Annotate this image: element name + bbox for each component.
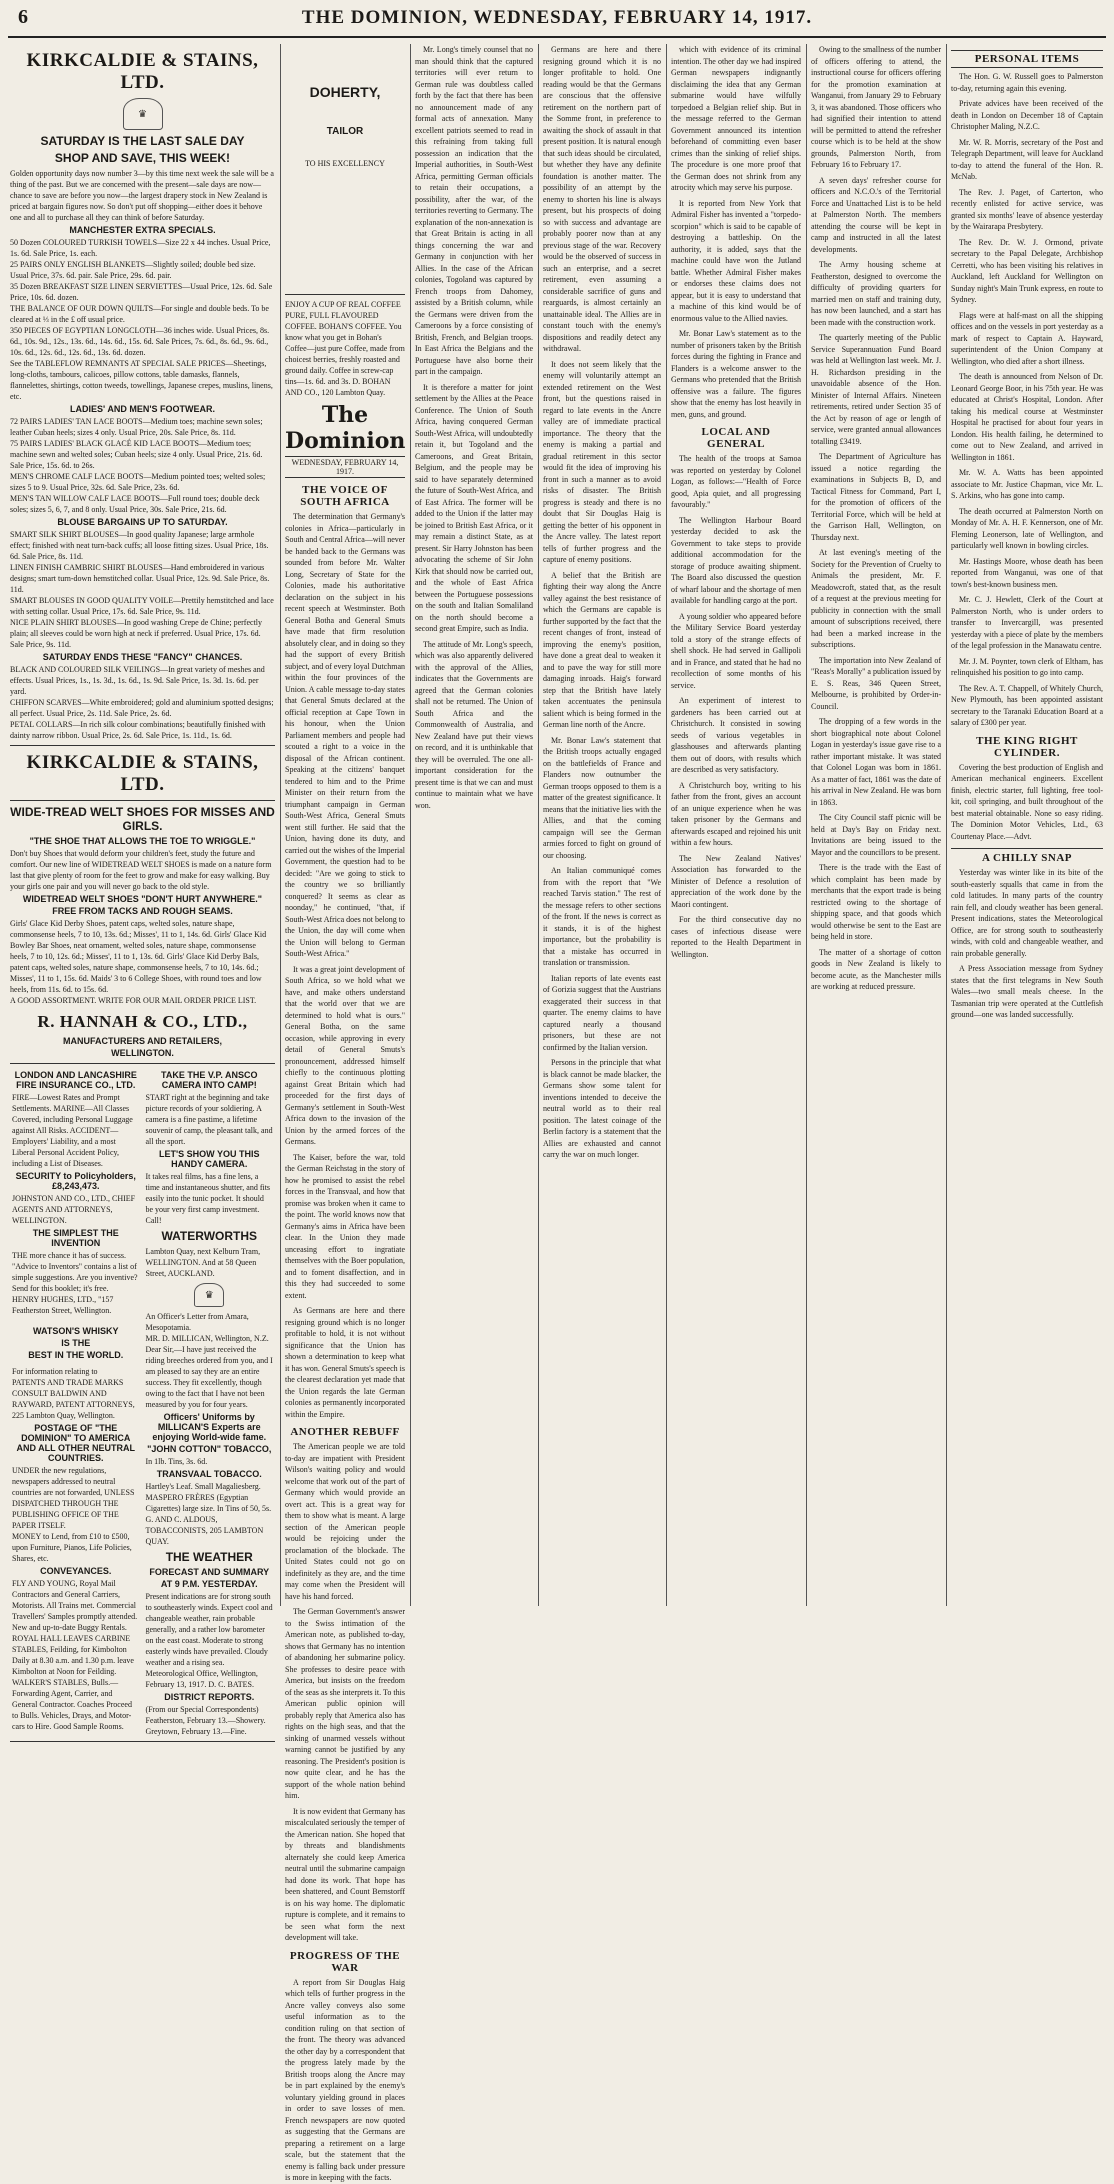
column-editorial (285, 44, 406, 2182)
progress-title: PROGRESS OF THE WAR (289, 1949, 401, 1974)
weather-body: Present indications are for strong south to southeasterly winds. Expect cool and changeable weather, rain probable generally, and a rather low barometer on the east coast. Moderate to strong easterly winds have prevailed. Cloudy weather and a rising sea. (145, 1592, 273, 1667)
district-head: DISTRICT REPORTS. (164, 1692, 255, 1702)
millican-body: Dear Sir,—I have just received the riding breeches ordered from you, and I am pleased to say they are an entire success. They fit excellently, though owing to the fact that I have not been measured by you for four years. (145, 1345, 273, 1409)
article-paragraph: A Christchurch boy, writing to his father from the front, gives an account of an unique experience when he was taken prisoner by the Germans and afterwards escaped and rejoined his unit within a few hours. (671, 780, 801, 847)
article-paragraph: It does not seem likely that the enemy will voluntarily attempt an extended retirement on the West front, but the questions raised in regard to late events in the Ancre valley are of immediate practical importance. The theory that the enemy is making a partial and gradual retirement in this sector would fit the idea of improving his front in such a manner as to avoid risks of disaster. The British progress is steady and there is no doubt that Sir Douglas Haig is getting the better of his opponent in the Ancre valley. The latest report tells of further progress and the capture of enemy positions. (543, 359, 661, 564)
chilly-snap-paragraph: Yesterday was winter like in its bite of the south-easterly squalls that came in from the cold latitudes. In many parts of the country rain fell, and cloudy weather has been general. Present indications, states the Meteorological Office, are for strong south to southeasterly winds, with cold and changeable weather, and rain probable generally. (951, 868, 1103, 958)
column-rule (666, 44, 667, 1606)
kirkcaldie-intro: Golden opportunity days now number 3—by this time next week the sale will be a thing of the past. But we are concerned with the present—sale days are now—chance to save are before you now—the largest drapery stock in New Zealand is priced at bargain figures now. So don't put off shopping—either does it behove one and all to purchase all they can think of before Saturday. (10, 169, 274, 222)
kirkcaldie-item: NICE PLAIN SHIRT BLOUSES—In good washing Crepe de Chine; perfectly plain; all sleeves could be worn high at neck if preferred. Usual Price, 17s. 6d. Sale Price, 9s. 11d. (10, 618, 263, 649)
column-rule (946, 44, 947, 1606)
article-paragraph: The attitude of Mr. Long's speech, which was also apparently delivered with the approval of the Allies, indicates that the Governments are agreed that the German colonies shall not be returned. The Union of South Africa and the Commonwealth of Australia, and New Zealand have put their views on record, and it is unthinkable that they will be overruled. The one all-important consideration for the present time is that we can and must continue to maintain what we have won. (415, 639, 533, 810)
article-paragraph: The matter of a shortage of cotton goods in New Zealand is likely to become acute, as the Manchester mills are working at reduced pressure. (811, 947, 941, 991)
shoe-prices: Girls' Glace Kid Derby Shoes, patent caps, welted soles, nature shape, commonsense heels, 7 to 10, 13s. 6d.; Misses', 11 to 1, 14s. 6d. Girls' Glace Kid Bowley Bar Shoes, neat ornament, welted soles, nature shape, commonsense heels, 7 to 10, 12s. 6d.; Misses', 11 to 1, 13s. 6d. Girls' Glace Kid Derby Bals, patent caps, welted soles, nature shape, commonsense heels, 7 to 10, 14s. 6d.; Misses', 11 to 1, 15s. 6d. Maids' 3 to 6 College Shoes, with round toes and low heels, from 11s. 6d. to 15s. 6d. (10, 919, 267, 994)
article-paragraph: Italian reports of late events east of Gorizia suggest that the Austrians exaggerated their success in that quarter. The enemy claims to have captured nearly a thousand prisoners, but these are not confirmed by the Italian version. (543, 973, 661, 1052)
personal-paragraph: Flags were at half-mast on all the shipping offices and on the vessels in port yesterday as a mark of respect to Captain A. Hayward, superintendent of the Union Company at Wellington, who died after a short illness. (951, 310, 1103, 366)
article-paragraph: The Department of Agriculture has issued a notice regarding the examinations in Subjects B, D, and Tactical Fitness for Command, Part I, for the promotion of officers of the Territorial Force, which will be held at the Garrison Hall, Wellington, on Thursday next. (811, 452, 941, 542)
whisky-line-1: WATSON'S WHISKY (33, 1326, 119, 1336)
waterworths-name: WATERWORTHS (161, 1229, 258, 1243)
article-paragraph: An Italian communiqué comes from with the report that "We reached Tarvis station." The rest of the message refers to other sections of the front. If the news is correct as it stands, it is of the highest importance, but the probability is that a mistake has occurred in translation or transmission. (543, 866, 661, 967)
article-paragraph: The Wellington Harbour Board yesterday decided to ask the Government to take steps to provide additional accommodation for the storage of produce awaiting shipment. The Board also discussed the question of wharf labour and the shortage of men available for handling cargo at the port. (671, 515, 801, 605)
simple-invention-body: THE more chance it has of success. "Advice to Inventors" contains a list of simple suggestions. Are you inventive? Send for this booklet; it's free. (12, 1251, 138, 1293)
article-paragraph: Mr. Bonar Law's statement that the British troops actually engaged on the battlefields of France and Flanders now outnumber the German troops opposed to them is a matter of the greatest significance. It means that the initiative lies with the Allies, and that the coming campaign will see the German armies forced to fight on ground of our choosing. (543, 735, 661, 860)
page-number: 6 (18, 6, 28, 28)
tailor-ad (285, 84, 405, 295)
chilly-snap-title: A CHILLY SNAP (951, 848, 1103, 864)
personal-items-title: PERSONAL ITEMS (951, 50, 1103, 68)
flag-title: The Dominion (285, 402, 406, 454)
article-paragraph: At last evening's meeting of the Society for the Prevention of Cruelty to Animals the president, Mr. F. Meadowcroft, stated that, as the result of a request at the previous meeting for publicity in connection with the small amount of subscriptions received, there had been a marked increase in the subscriptions. (811, 548, 941, 649)
column-3 (415, 44, 533, 1606)
rebuff-paragraph: It is now evident that Germany has miscalculated seriously the temper of the American nation. She hoped that by threats and blandishments alternately she could keep America neutral until the submarine campaign had done its work. That hope has been shattered, and Count Bernstorff is on his way home. The diplomatic rupture is complete, and it remains to be seen what form the next development will take. (285, 1806, 405, 1942)
tailor-patron: TO HIS EXCELLENCY (305, 159, 385, 168)
column-4 (543, 44, 661, 1606)
kirkcaldie-item: 72 PAIRS LADIES' TAN LACE BOOTS—Medium toes; machine sewn soles; leather Cuban heels; sizes 4 only. Usual Price, 20s. Sale Price, 8s. 11d. (10, 417, 263, 437)
column-5 (671, 44, 801, 1606)
postage-head: POSTAGE OF "THE DOMINION" TO AMERICA AND ALL OTHER NEUTRAL COUNTRIES. (16, 1423, 135, 1463)
transvaal-sub: Hartley's Leaf. Small Magaliesberg. (145, 1482, 261, 1491)
editorial-paragraph: As Germans are here and there resigning ground which is no longer profitable to hold, it is not without significance that the Union has shown a determination to keep what it has won. General Smuts's speech is the clearest declaration yet made that the Union regards the late German colonies as permanently incorporated within the Empire. (285, 1306, 405, 1419)
column-rule (538, 44, 539, 1606)
editorial-title: THE VOICE OF SOUTH AFRICA (300, 484, 390, 508)
editorial-paragraph: The determination that Germany's colonies in Africa—particularly in South and Central Africa—will never be handed back to the Germans was sounded from before Mr. Walter Long, Secretary of State for the Colonies, made his authoritative declaration on the subject in his recent speech at Westminster. Both General Botha and General Smuts have made that firm resolution absolutely clear, and in doing so they had the support of every British subject, and of every loyal Dutchman within the four provinces of the Union. A cable message to-day states that General Smuts declared at the official reception at Cape Town in his honour, when the Union Parliament members and people had scouted a right to a voice in the disposal of the African continent. Speaking at the citizens' banquet tendered to him and to the Prime Minister on their return from the triumphant campaign in German South-West Africa, General Smuts went still further. He said that the Union, having done its duty, and carried out the wishes of the Imperial Government, the question had to be decided: "Are we going to stick to the country we so brilliantly conquered? It seems as clear as noonday," he continued, "that, if South-West Africa does not belong to the Union, the day will come when the Union will belong to German South-West Africa." (285, 512, 406, 958)
royal-hall-ad: ROYAL HALL LEAVES CARBINE STABLES, Feilding, for Kimbolton Daily at 8.30 a.m. and 1.30 p.m. leave Kimbolton at Noon for Feilding. (12, 1634, 134, 1676)
local-general-title: LOCAL AND GENERAL (701, 426, 771, 450)
money-ad: MONEY to Lend, from £10 to £500, upon Furniture, Pianos, Life Policies, Shares, etc. (12, 1532, 132, 1563)
royal-crest-icon: ♛ (123, 98, 163, 130)
divider (10, 745, 275, 746)
editorial-paragraph: It was a great joint development of South Africa, so we hold what we have, and make others understand that the world over that we are determined to hold what is ours." General Botha, on the same occasion, while approving in every detail of General Smuts's pronouncement, addressed himself chiefly to the continuous plotting against Great Britain which had proceeded for the first days of Germany's settlement in South-West Africa down to the invasion of the Union by the armed forces of the Germans. (285, 964, 405, 1146)
transvaal-head: TRANSVAAL TOBACCO. (156, 1469, 262, 1479)
conveyances-head: CONVEYANCES. (40, 1566, 112, 1576)
kirkcaldie-item: 75 PAIRS LADIES' BLACK GLACÉ KID LACE BOOTS—Medium toes; machine sewn and welted soles; Cuban heels; size 4 only. Usual Price, 21s. 6d. Sale Price, 15s. 6d. to 26s. (10, 439, 263, 470)
kirkcaldie-item: See the TABLEFLOW REMNANTS AT SPECIAL SALE PRICES—Sheetings, long-cloths, tambours, calicoes, pillow cottons, table damasks, flannels, flannelettes, shirtings, cotton tweeds, towellings, Japanese crepes, muslins, linens, etc. (10, 359, 273, 401)
page-header (8, 6, 1106, 38)
classified-block (10, 1063, 275, 1742)
kirkcaldie-item: MEN'S TAN WILLOW CALF LACE BOOTS—Full round toes; double deck soles; sizes 5, 6, 7, and 8 only. Usual Price, 30s. Sale Price, 21s. 6d. (10, 494, 260, 514)
kirkcaldie-item: LINEN FINISH CAMBRIC SHIRT BLOUSES—Hand embroidered in various designs; smart turn-down hemstitched collar. Usual Price, 12s. 9d. Sale Price, 8s. 11d. (10, 563, 270, 594)
simple-invention-head: THE SIMPLEST THE INVENTION (32, 1228, 119, 1248)
kirkcaldie-section-blouse: BLOUSE BARGAINS UP TO SATURDAY. (57, 517, 228, 527)
article-paragraph: The quarterly meeting of the Public Service Superannuation Fund Board was held at Wellington last week. Mr. J. H. Richardson presiding in the unavoidable absence of the Hon. Minister of Internal Affairs. Nineteen retirements, retired under Section 35 of the Act by reason of age or length of service, were granted annual allowances totalling £3419. (811, 333, 941, 446)
whisky-line-2: IS THE (61, 1338, 91, 1348)
millican-address: MR. D. MILLICAN, Wellington, N.Z. (145, 1334, 269, 1343)
newspaper-masthead: THE DOMINION, WEDNESDAY, FEBRUARY 14, 1917. (301, 7, 813, 28)
weather-subtitle: FORECAST AND SUMMARY (149, 1567, 270, 1577)
article-paragraph: Germans are here and there resigning ground which it is no longer profitable to hold. One reading would be that the Germans are conscious that the offensive retirement on the northern part of the Somme front, in preference to awaiting the shock of assault in that present position. It is natural enough that such ideas should be circulated, but whether they have any definite foundation is another matter. The possibility of an attempt by the enemy to shorten his line is always present, but his prospects of doing so with success and advantage are probably poorer now than at any previous stage of the war. Recovery would be the observed of success in such an enterprise, and a secret retirement, even assuming a considerable sacrifice of guns and rearguards, is almost certainly an unattainable ideal. The Allies are in constant touch with the enemy's dispositions and readily detect any withdrawal. (543, 45, 661, 353)
camera-body-2: It takes real films, has a fine lens, a time and instantaneous shutter, and fits easily into the tunic pocket. It should be your very first camp investment. Call! (145, 1172, 271, 1225)
kirkcaldie-headline-2: SHOP AND SAVE, THIS WEEK! (54, 151, 231, 165)
column-7 (951, 44, 1103, 1606)
personal-paragraph: The Rev. A. T. Chappell, of Whitely Church, New Plymouth, has been appointed assistant secretary to the Taranaki Education Board at a salary of £300 per year. (951, 683, 1103, 727)
personal-paragraph: Private advices have been received of the death in London on December 18 of Captain Christopher Maling, N.Z.C. (951, 99, 1103, 131)
editorial-paragraph: The Kaiser, before the war, told the German Reichstag in the story of how he promised to assist the rebel forces in the Transvaal, and how that promise was broken when it came to the point. The world knows now that Germany's aims in Africa have been clear. In the Union they made unceasing effort to ingratiate themselves with the Boer population, and to foment disaffection, and in this they had succeeded to some extent. (285, 1152, 405, 1300)
article-paragraph: The dropping of a few words in the short biographical note about Colonel Logan in yesterday's issue gave rise to a rather important mistake. It was stated that Colonel Logan was born in 1861. As a matter of fact, 1861 was the date of his arrival in New Zealand. He was born in 1863. (811, 717, 941, 807)
weather-office: Meteorological Office, Wellington, February 13, 1917. D. C. BATES. (145, 1669, 258, 1689)
newspaper-flag (285, 402, 405, 478)
tailor-subtitle: TAILOR (326, 126, 364, 137)
walkers-ad: WALKER'S STABLES, Bulls.—Forwarding Agent, Carrier, and General Contractor. Coaches Proceed to Bulls. Vehicles, Drays, and Motor-cars to Hire. Good Sample Rooms. (12, 1678, 132, 1731)
aldous-ad: G. AND C. ALDOUS, TOBACCONISTS, 205 LAMBTON QUAY. (145, 1515, 264, 1546)
article-paragraph: The health of the troops at Samoa was reported on yesterday by Colonel Logan, as follows:—"Health of Force good, Apia quiet, and all progressing favourably." (671, 454, 801, 509)
kirkcaldie-item: 50 Dozen COLOURED TURKISH TOWELS—Size 22 x 44 inches. Usual Price, 1s. 6d. Sale Price, 1s. each. (10, 238, 271, 258)
kirkcaldie-section-manchester: MANCHESTER EXTRA SPECIALS. (69, 225, 216, 235)
district-body: (From our Special Correspondents) Featherston, February 13.—Showery. Greytown, February 13.—Fine. (145, 1705, 266, 1736)
maspero-ad: MASPERO FRÈRES (Egyptian Cigarettes) large size. In Tins of 50, 5s. (145, 1493, 272, 1513)
kirkcaldie-item: SMART BLOUSES IN GOOD QUALITY VOILE—Prettily hemstitched and lace with setting collar. Usual Price, 17s. 6d. Sale Price, 9s. 11d. (10, 596, 274, 616)
personal-paragraph: Mr. W. R. Morris, secretary of the Post and Telegraph Department, will leave for Auckland to-day to attend the funeral of the Hon. R. McNab. (951, 137, 1103, 181)
shoe-line-2: FREE FROM TACKS AND ROUGH SEAMS. (52, 906, 233, 916)
article-paragraph: A young soldier who appeared before the Military Service Board yesterday told a story of the strange effects of shell shock. He had served in Gallipoli and in France, and stated that he had no recollection of some months of his service. (671, 611, 801, 690)
tobacco-sub: In 1lb. Tins, 3s. 6d. (145, 1457, 208, 1466)
kirkcaldie-title-2: KIRKCALDIE & STAINS, LTD. (26, 752, 259, 795)
simple-invention-agent: HENRY HUGHES, LTD., "157 Featherston Street, Wellington. (12, 1295, 114, 1315)
article-paragraph: The importation into New Zealand of "Reas's Morally" a publication issued by E. S. Reas, 346 Queen Street, Melbourne, is prohibited by Order-in-Council. (811, 655, 941, 711)
classified-left (12, 1068, 140, 1737)
article-paragraph: Mr. Long's timely counsel that no man should think that the captured territories will ever return to German rule was doubtless called forth by the fact that there has been no announcement made of any formal acts of annexation. Many excellent patriots seemed to read in this refraining from taking full possession an indication that the Imperial authorities, in South-West Africa, permitting German officials to retain their occupations, a possibility, after the war, of the territories reverting to Germany. The explanation of the non-annexation is that Great Britain is acting in all things concerning the war and Germany in conjunction with her Allies. In the case of the African colonies, Togoland was captured by French troops from Dahomey, assisted by a British column, while the Germans were driven from the Cameroons by a force consisting of British, French, and Belgian troops. In East Africa the Belgians and the Portuguese have also borne their part in the campaign. (415, 45, 533, 376)
article-paragraph: The New Zealand Natives' Association has forwarded to the Minister of Defence a resolution of appreciation of the work done by the Maori contingent. (671, 853, 801, 909)
kirkcaldie-item: MEN'S CHROME CALF LACE BOOTS—Medium pointed toes; welted soles; sizes 5 to 9. Usual Price, 32s. 6d. Sale Price, 23s. 6d. (10, 472, 266, 492)
column-rule (280, 44, 281, 1606)
ring-cylinder-body: Covering the best production of English and American mechanical engineers. Excellent finish, electric starter, full lighting, free tool-kit, coil springing, and built throughout of the best material obtainable. None so easy riding. The Dominion Motor Vehicles, Ltd., 63 Courtenay Place.—Advt. (951, 762, 1103, 841)
shoe-headline: WIDE-TREAD WELT SHOES FOR MISSES AND GIRLS. (10, 805, 275, 833)
article-paragraph: Mr. Bonar Law's statement as to the number of prisoners taken by the British forces during the fighting in France and Flanders is a welcome answer to the Germans who pretended that the British offensive was a failure. The figures show that the enemy has lost heavily in men, guns, and ground. (671, 329, 801, 419)
shoe-order: A GOOD ASSORTMENT. WRITE FOR OUR MAIL ORDER PRICE LIST. (10, 996, 257, 1005)
kirkcaldie-title: KIRKCALDIE & STAINS, LTD. (26, 50, 259, 93)
column-rule (806, 44, 807, 1606)
london-security: SECURITY to Policyholders, £8,243,473. (15, 1171, 136, 1191)
shoe-line: WIDETREAD WELT SHOES "DON'T HURT ANYWHERE." (22, 894, 263, 904)
hannah-name: R. HANNAH & CO., LTD., (37, 1012, 248, 1031)
kirkcaldie-item: CHIFFON SCARVES—White embroidered; gold and aluminium spotted designs; all perfect. Usual Price, 2s. 11d. Sale Price, 2s. 6d. (10, 698, 274, 718)
weather-title: THE WEATHER (165, 1550, 253, 1564)
classified-right (146, 1068, 274, 1737)
kirkcaldie-item: BLACK AND COLOURED SILK VEILINGS—In great variety of meshes and effects. Usual Prices, 1s., 1s. 3d., 1s. 6d., 1s. 9d. Sale Price, 1s. 3d. 1s. 6d. per yard. (10, 665, 265, 696)
kirkcaldie-item: PETAL COLLARS—In rich silk colour combinations; beautifully finished with dainty narrow ribbon. Usual Price, 2s. 6d. Sale Price, 1s. 11d., 1s. 6d. (10, 720, 266, 740)
millican-uniforms: Officers' Uniforms by MILLICAN'S Experts are enjoying World-wide fame. (152, 1412, 267, 1442)
whisky-line-3: BEST IN THE WORLD. (28, 1350, 124, 1360)
progress-paragraph: A report from Sir Douglas Haig which tells of further progress in the Ancre valley conveys also some useful information as to the condition ruling on that section of the front. The theory was advanced the other day by a correspondent that the progress lately made by the British troops along the Ancre may be in part explained by the enemy's voluntary yielding ground in places in order to save losses of men. French newspapers are now quoted as suggesting that the Germans are preparing a retirement on a large scale, but the statement that the enemy is falling back under pressure is more in keeping with the facts. (285, 1977, 405, 2182)
personal-paragraph: The Rev. Dr. W. J. Ormond, private secretary to the Papal Delegate, Archbishop Cerretti, who has been visiting his relatives in Auckland, left Auckland for Wellington on Sunday night's Main Trunk express, en route to Sydney. (951, 237, 1103, 304)
divider (10, 800, 275, 801)
kirkcaldie-headline-1: SATURDAY IS THE LAST SALE DAY (40, 134, 245, 148)
london-insurance-head: LONDON AND LANCASHIRE FIRE INSURANCE CO., LTD. (14, 1070, 137, 1090)
waterworths-address: Lambton Quay, next Kelburn Tram, WELLINGTON. And at 58 Queen Street, AUCKLAND. (145, 1247, 261, 1278)
kirkcaldie-item: 350 PIECES OF EGYPTIAN LONGCLOTH—36 inches wide. Usual Prices, 8s. 6d., 10s. 9d., 12s., 13s. 6d., 14s. 6d., 15s. 6d. Sale Prices, 7s. 6d., 8s. 6d., 9s. 6d., 10s. 6d., 12s. 6d., 12s. 6d., 13s. 6d. dozen. (10, 326, 270, 357)
kirkcaldie-item: 35 Dozen BREAKFAST SIZE LINEN SERVIETTES—Usual Price, 12s. 6d. Sale Price, 10s. 6d. dozen. (10, 282, 273, 302)
crest-icon: ♛ (194, 1283, 224, 1307)
article-paragraph: The Army housing scheme at Featherston, designed to overcome the difficulty of providing quarters for married men on staff and training duty, has now been launched, and a start has been made with the construction work. (811, 260, 941, 327)
hannah-city: WELLINGTON. (111, 1048, 174, 1058)
article-paragraph: It is therefore a matter for joint settlement by the Allies at the Peace Conference. The Union of South Africa, having conquered German South-West Africa, will undoubtedly retain it, but Togoland and the Cameroons, and Great Britain, Belgium, and the people may be said to have separately determined the future of South-West Africa, and of East Africa. The former will be added to the Union if the latter may be joined to British East Africa, or it may remain a distinct State, as at present. Sir Harry Johnston has been advocating the scheme of Sir John Kirk that should now be carried out, and the whole of East Africa between the Portuguese possessions on the south and Italian Somaliland on the north should become a second great Empire, such as India. (415, 382, 533, 633)
article-paragraph: which with evidence of its criminal intention. The other day we had inspired German newspapers indignantly disclaiming the idea that any German submarine would have wilfully torpedoed a Belgian relief ship. But in the message referred to the German Government announced its intention beforehand of committing even baser crimes than the sinking of relief ships. The procedure is one more proof that the German does not shrink from any atrocity which may serve his purpose. (671, 45, 801, 192)
article-paragraph: The City Council staff picnic will be held at Day's Bay on Friday next. Invitations are being issued to the Mayor and the councillors to be present. (811, 813, 941, 857)
article-paragraph: It is reported from New York that Admiral Fisher has invented a "torpedo-scorpion" which is said to be capable of destroying a battleship. On the authority, it is added, says that the machine could have won the Jutland battle. Whether Admiral Fisher makes or endorses these claims does not appear, but it is easy to understand that a machine of this kind would be of enormous value to the Allied navies. (671, 198, 801, 323)
kirkcaldie-section-fancy: SATURDAY ENDS THESE "FANCY" CHANCES. (42, 652, 243, 662)
kirkcaldie-section-footwear: LADIES' AND MEN'S FOOTWEAR. (70, 404, 215, 414)
article-paragraph: An experiment of interest to gardeners has been carried out at Christchurch. It consisted in sowing seeds of various vegetables in glasshouses and afterwards planting them out of doors, with results which are described as very satisfactory. (671, 696, 801, 774)
london-agents: JOHNSTON AND CO., LTD., CHIEF AGENTS AND ATTORNEYS, WELLINGTON. (12, 1194, 136, 1225)
column-rule (410, 44, 411, 1606)
column-6 (811, 44, 941, 1606)
officer-letter: An Officer's Letter from Amara, Mesopotamia. (145, 1312, 249, 1332)
postage-body: UNDER the new regulations, newspapers addressed to neutral countries are not forwarded, UNLESS DISPATCHED THROUGH THE PUBLISHING OFFICE OF THE PAPER ITSELF. (12, 1466, 135, 1530)
column-advertisements (10, 44, 275, 1736)
tailor-name: DOHERTY, (309, 84, 381, 100)
rebuff-title: ANOTHER REBUFF (290, 1426, 400, 1438)
tobacco-head: "JOHN COTTON" TOBACCO, (147, 1444, 272, 1454)
article-paragraph: Persons in the principle that what is black cannot be made blacker, the Germans show some talent for inventions intended to deceive the neutral world as to their real position. The latest coinage of the Berlin factory is a statement that the Allies are exhausted and cannot carry the war on much longer. (543, 1058, 661, 1159)
article-paragraph: There is the trade with the East of which complaint has been made by merchants that the export trade is being restricted owing to the shortage of shipping space, and that goods which would otherwise be sent to the East are being held in store. (811, 863, 941, 941)
kirkcaldie-item: SMART SILK SHIRT BLOUSES—In good quality Japanese; large armhole effect; finished with neat turn-back cuffs; all loose fitting sizes. Usual Price, 18s. 6d. Sale Price, 8s. 11d. (10, 530, 269, 561)
shoe-slogan: "THE SHOE THAT ALLOWS THE TOE TO WRIGGLE." (29, 836, 256, 846)
rebuff-paragraph: The American people we are told to-day are impatient with President Wilson's waiting policy and would welcome that work out of the part of Germany which would provide an overt act. This is a great way for them to show what is meant. A large section of the American people would be rejoicing under the proclamation of the blockade. The United States could not go on indefinitely as they are, and the time may come when the President will have his hand forced. (285, 1442, 405, 1601)
kirkcaldie-item: 25 PAIRS ONLY ENGLISH BLANKETS—Slightly soiled; double bed size. Usual Price, 37s. 6d. pair. Sale Price, 29s. 6d. pair. (10, 260, 256, 280)
patents-ad: PATENTS AND TRADE MARKS CONSULT BALDWIN AND RAYWARD, PATENT ATTORNEYS, 225 Lambton Quay, Wellington. (12, 1378, 135, 1420)
personal-paragraph: Mr. W. A. Watts has been appointed associate to Mr. Justice Chapman, vice Mr. L. S. Arkins, who has gone into camp. (951, 468, 1103, 500)
info-head: For information relating to (12, 1367, 98, 1376)
kirkcaldie-item: THE BALANCE OF OUR DOWN QUILTS—For single and double beds. To be cleared at ⅓ in the £ off usual price. (10, 304, 269, 324)
camera-head: TAKE THE V.P. ANSCO CAMERA INTO CAMP! (160, 1070, 258, 1090)
article-paragraph: For the third consecutive day no cases of infectious disease were reported to the Health Department in Wellington. (671, 915, 801, 959)
hannah-subtitle: MANUFACTURERS AND RETAILERS, (63, 1036, 222, 1046)
article-paragraph: A belief that the British are fighting their way along the Ancre valley against the best resistance of which the Germans are capable is further supported by the fact that the recent changes of front, instead of improving the enemy's position, have done a great deal to weaken it and to pave the way for still more damaging inroads. Haig's forward step that the British have lately taken accentuates the peninsula salient which is being formed in the German line north of the Ancre. (543, 570, 661, 729)
personal-paragraph: The Hon. G. W. Russell goes to Palmerston to-day, returning again this evening. (951, 72, 1103, 93)
chilly-snap-paragraph: A Press Association message from Sydney states that the first telegrams in New South Wales—two small meals cheese. In the Tasmanian trip were operated at the Cuttlefish ground—one was landed successfully. (951, 964, 1103, 1019)
camera-show: LET'S SHOW YOU THIS HANDY CAMERA. (159, 1149, 260, 1169)
personal-paragraph: The death is announced from Nelson of Dr. Leonard George Boor, in his 75th year. He was educated at Christ's Hospital, London. After taking his medical course at Westminster Hospital he practised for about four years in London. His health failing, he determined to come out to New Zealand, and arrived in Wellington in 1861. (951, 372, 1103, 462)
camera-body: START right at the beginning and take picture records of your soldiering. A camera is a fine pastime, a lifetime souvenir of camp, the pleasant talk, and all the sport. (145, 1093, 273, 1146)
rebuff-paragraph: The German Government's answer to the Swiss intimation of the American note, as published to-day, shows that Germany has no intention of abandoning her submarine policy. She professes to desire peace with America, but insists on the freedom of the seas as she interprets it. To this American public opinion will probably reply that America also has rights on the high seas, and that the sinking of unarmed vessels without warning cannot be justified by any reasoning. The President's position is now quite clear, and he has the support of the whole nation behind him. (285, 1607, 405, 1800)
flag-date: WEDNESDAY, FEBRUARY 14, 1917. (285, 456, 405, 478)
personal-paragraph: The death occurred at Palmerston North on Monday of Mr. A. H. F. Kennerson, one of Mr. Fleming Leonerson, late of Wellington, and particularly well known in bowling circles. (951, 506, 1103, 550)
personal-paragraph: Mr. J. M. Poynter, town clerk of Eltham, has relinquished his position to go into camp. (951, 656, 1103, 677)
weather-time: AT 9 P.M. YESTERDAY. (160, 1579, 258, 1589)
personal-paragraph: The Rev. J. Paget, of Carterton, who recently enlisted for active service, was granted six months' leave of absence yesterday by the Wairarapa Presbytery. (951, 187, 1103, 231)
ring-cylinder-title: THE KING RIGHT CYLINDER. (976, 734, 1078, 759)
article-paragraph: A seven days' refresher course for officers and N.C.O.'s of the Territorial Force and Unattached List is to be held at Palmerston North. The members attending the course will be kept in camp and instructed in all the latest developments. (811, 175, 941, 254)
london-insurance-body: FIRE—Lowest Rates and Prompt Settlements. MARINE—All Classes Covered, including Personal Luggage against All Risks. ACCIDENT—Employers' Liability, and a most Liberal Personal Accident Policy, including a List of Diseases. (12, 1093, 133, 1168)
shoe-body: Don't buy Shoes that would deform your children's feet, study the future and comfort. Our new line of WIDETREAD WELT SHOES is made on a nature form last that give plenty of room for the feet to grow and make for easy walking. Buy your girls one pair and you will never go back to the old style. (10, 849, 272, 891)
personal-paragraph: Mr. C. J. Hewlett, Clerk of the Court at Palmerston North, who is under orders to transfer to Invercargill, was presented yesterday with a piece of plate by the members of the legal profession in the Manawatu centre. (951, 595, 1103, 650)
coffee-ad: ENJOY A CUP OF REAL COFFEE PURE, FULL FLAVOURED COFFEE. BOHAN'S COFFEE. You know what you get in Bohan's Coffee—just pure Coffee, made from choicest berries, freshly roasted and ground daily. Coffee in screw-cap tins—1s. 6d. and 3s. D. BOHAN AND CO., 120 Lambton Quay. (285, 300, 405, 397)
personal-paragraph: Mr. Hastings Moore, whose death has been reported from Wanganui, was one of that town's best-known business men. (951, 556, 1103, 589)
article-paragraph: Owing to the smallness of the number of officers offering to attend, the instructional course for officers offering for the promotion examination at Wanganui, from January 29 to February 3, it was abandoned. Those officers who had signified their intention to attend will be permitted to attend the refresher course which is to be held at the show grounds, Palmerston North, from February 16 to February 17. (811, 45, 941, 169)
conveyance-body: FLY AND YOUNG, Royal Mail Contractors and General Carriers, Motorists. All Trains met. Commercial Travellers' Samples promptly attended. New and up-to-date Buggy Rentals. (12, 1579, 138, 1632)
